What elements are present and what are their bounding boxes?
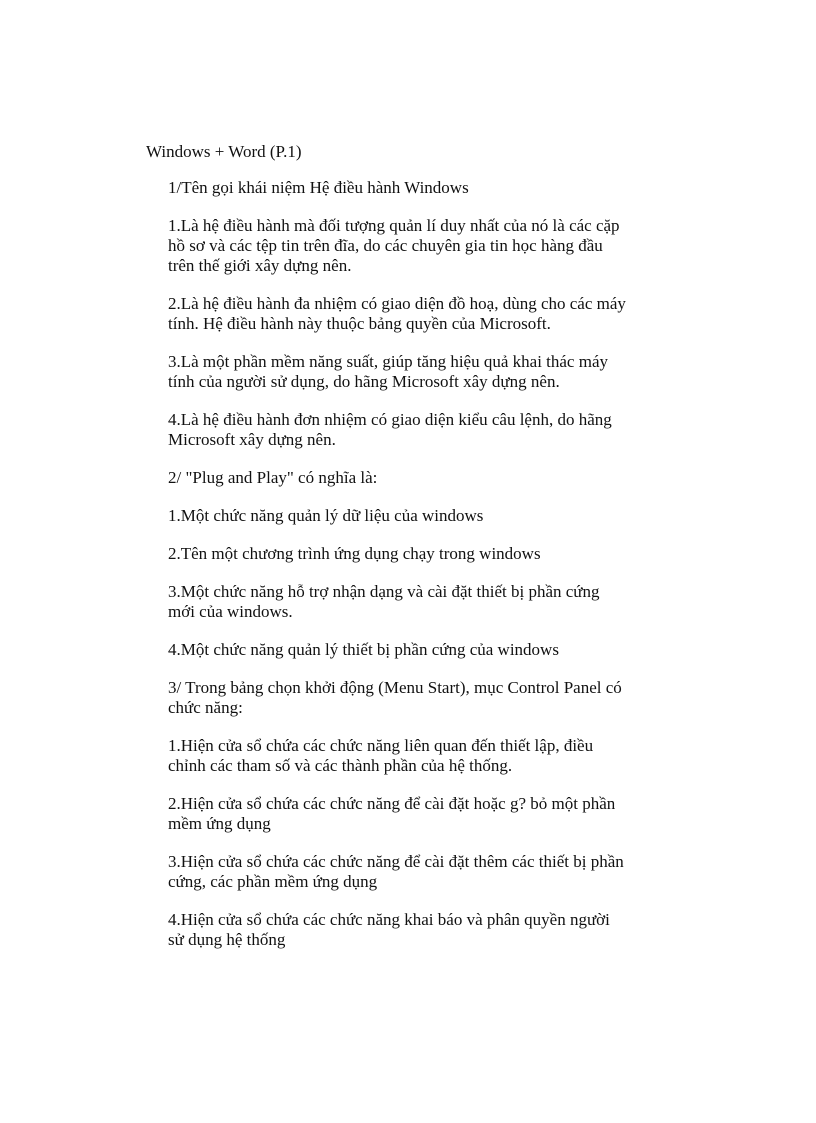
section-2-option-4: 4.Một chức năng quản lý thiết bị phần cứng của windows bbox=[168, 640, 559, 659]
section-3-heading: 3/ Trong bảng chọn khởi động (Menu Start), mục Control Panel có chức năng: bbox=[168, 678, 622, 717]
section-1-heading: 1/Tên gọi khái niệm Hệ điều hành Windows bbox=[168, 178, 469, 197]
section-1-option-2: 2.Là hệ điều hành đa nhiệm có giao diện đồ hoạ, dùng cho các máy tính. Hệ điều hành này thuộc bảng quyền của Microsoft. bbox=[168, 294, 626, 333]
section-2-option-3: 3.Một chức năng hỗ trợ nhận dạng và cài đặt thiết bị phần cứng mới của windows. bbox=[168, 582, 600, 621]
section-3-option-3: 3.Hiện cửa sổ chứa các chức năng để cài đặt thêm các thiết bị phần cứng, các phần mềm ứng dụng bbox=[168, 852, 624, 891]
section-3-option-1: 1.Hiện cửa sổ chứa các chức năng liên quan đến thiết lập, điều chỉnh các tham số và các thành phần của hệ thống. bbox=[168, 736, 594, 775]
section-1-option-4: 4.Là hệ điều hành đơn nhiệm có giao diện kiểu câu lệnh, do hãng Microsoft xây dựng nên. bbox=[168, 410, 612, 449]
section-3-option-2: 2.Hiện cửa sổ chứa các chức năng để cài đặt hoặc g? bỏ một phần mềm ứng dụng bbox=[168, 794, 616, 833]
document-body bbox=[168, 178, 708, 968]
section-2-option-1: 1.Một chức năng quản lý dữ liệu của windows bbox=[168, 506, 484, 525]
section-2-heading: 2/ "Plug and Play" có nghĩa là: bbox=[168, 468, 378, 487]
section-2-option-2: 2.Tên một chương trình ứng dụng chạy trong windows bbox=[168, 544, 541, 563]
document-title: Windows + Word (P.1) bbox=[146, 142, 302, 161]
section-1-option-1: 1.Là hệ điều hành mà đối tượng quản lí duy nhất của nó là các cặp hồ sơ và các tệp tin trên đĩa, do các chuyên gia tin học hàng đầu trên thế giới xây dựng nên. bbox=[168, 216, 620, 275]
section-1-option-3: 3.Là một phần mềm năng suất, giúp tăng hiệu quả khai thác máy tính của người sử dụng, do hãng Microsoft xây dựng nên. bbox=[168, 352, 608, 391]
section-3-option-4: 4.Hiện cửa sổ chứa các chức năng khai báo và phân quyền người sử dụng hệ thống bbox=[168, 910, 610, 949]
